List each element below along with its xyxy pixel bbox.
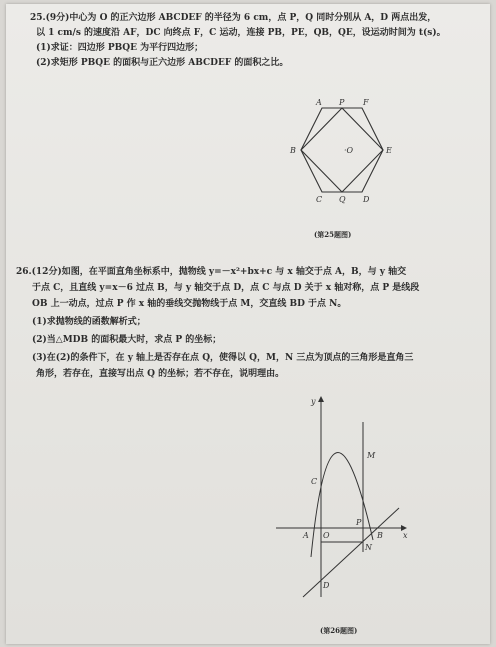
label-o: ·O xyxy=(344,146,354,155)
label-x: x xyxy=(403,531,408,540)
label-n: N xyxy=(365,543,372,552)
q26-line3: OB 上一动点，过点 P 作 x 轴的垂线交抛物线于点 M，交直线 BD 于点 N。 xyxy=(32,299,347,309)
q25-caption: (第25题图) xyxy=(314,230,352,239)
label-p: P xyxy=(356,518,362,527)
exam-sheet xyxy=(6,4,490,644)
q26-line1: 26.(12分)如图，在平面直角坐标系中，抛物线 y=－x²+bx+c 与 x 轴交于点 A，B，与 y 轴交 xyxy=(16,267,407,277)
label-q: Q xyxy=(339,195,346,204)
parabola-figure xyxy=(271,392,416,607)
label-m: M xyxy=(367,451,376,460)
hexagon-figure xyxy=(276,94,416,204)
q26-line6: (3)在(2)的条件下，在 y 轴上是否存在点 Q，使得以 Q，M，N 三点为顶点的三角形是直角三 xyxy=(32,353,414,363)
label-b: B xyxy=(290,146,296,155)
label-y: y xyxy=(311,397,316,406)
q26-line2: 于点 C，且直线 y=x－6 过点 B，与 y 轴交于点 D，点 C 与点 D 关于 x 轴对称，点 P 是线段 xyxy=(32,283,420,293)
label-o: O xyxy=(323,531,330,540)
label-a: A xyxy=(303,531,309,540)
label-p: P xyxy=(339,98,345,107)
quadrilateral-pbqe xyxy=(301,108,383,192)
q25-line3: (1)求证：四边形 PBQE 为平行四边形； xyxy=(36,43,204,53)
label-c: C xyxy=(316,195,323,204)
q25-line2: 以 1 cm/s 的速度沿 AF，DC 向终点 F，C 运动，连接 PB，PE，QB，QE，设运动时间为 t(s)。 xyxy=(36,28,446,38)
label-d: D xyxy=(363,195,370,204)
q26-line5: (2)当△MDB 的面积最大时，求点 P 的坐标； xyxy=(32,335,222,345)
label-c: C xyxy=(311,477,318,486)
label-e: E xyxy=(386,146,392,155)
label-b: B xyxy=(377,531,383,540)
line-bd xyxy=(303,508,399,597)
q26-line7: 角形，若存在，直接写出点 Q 的坐标；若不存在，说明理由。 xyxy=(36,369,285,379)
q26-line4: (1)求抛物线的函数解析式； xyxy=(32,317,146,327)
q26-caption: (第26题图) xyxy=(320,626,358,635)
label-d: D xyxy=(323,581,330,590)
label-a: A xyxy=(316,98,322,107)
hexagon-shape xyxy=(301,108,383,192)
q25-line1: 25.(9分)中心为 O 的正六边形 ABCDEF 的半径为 6 cm，点 P，Q 同时分别从 A，D 两点出发， xyxy=(30,13,437,23)
label-f: F xyxy=(363,98,369,107)
q25-line4: (2)求矩形 PBQE 的面积与正六边形 ABCDEF 的面积之比。 xyxy=(36,58,289,68)
